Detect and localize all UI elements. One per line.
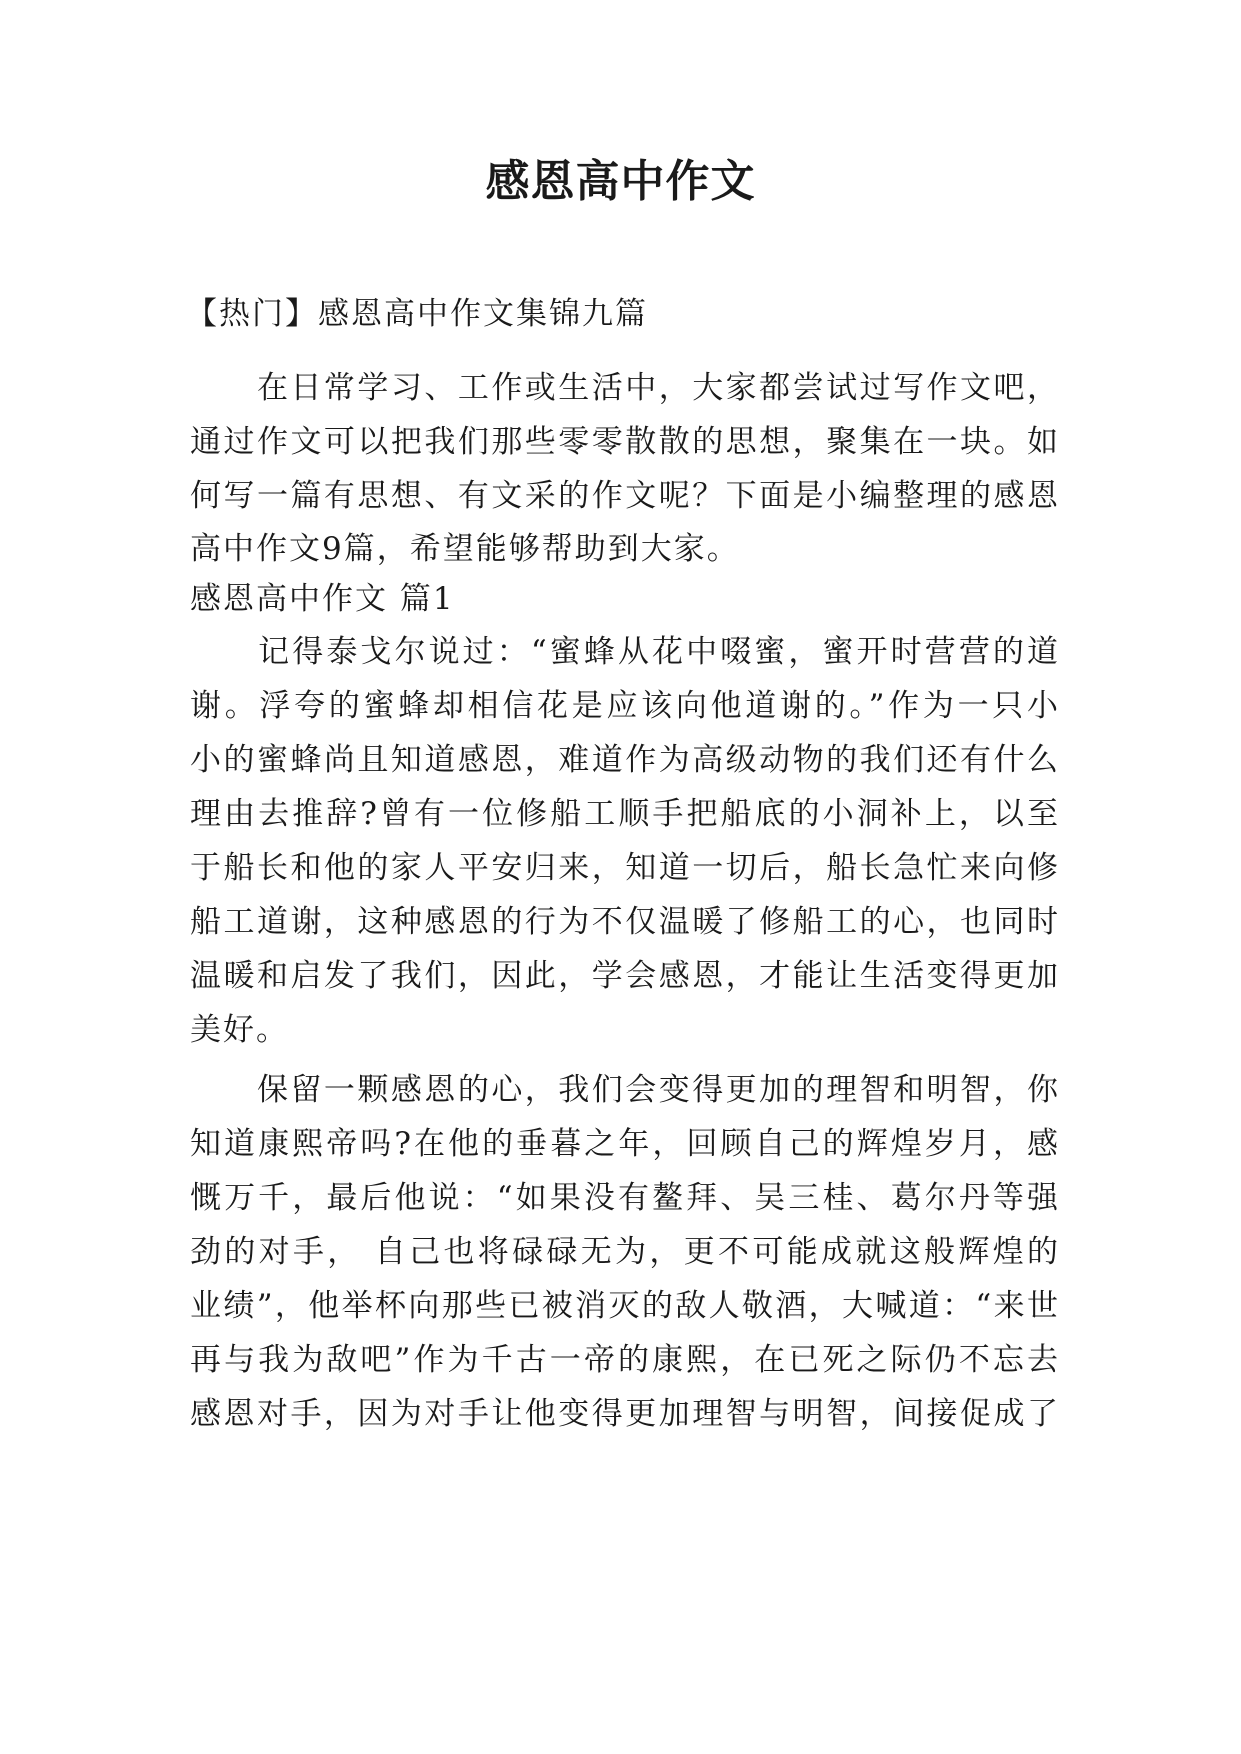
body-line: 劲的对手， 自己也将碌碌无为，更不可能成就这般辉煌的	[190, 1234, 1058, 1270]
body-line: 温暖和启发了我们，因此，学会感恩，才能让生活变得更加	[190, 958, 1058, 994]
body-line: 通过作文可以把我们那些零零散散的思想，聚集在一块。如	[190, 424, 1058, 460]
body-line: 在日常学习、工作或生活中，大家都尝试过写作文吧，	[190, 370, 1058, 406]
body-line: 知道康熙帝吗?在他的垂暮之年，回顾自己的辉煌岁月，感	[190, 1126, 1058, 1162]
body-line: 高中作文9篇，希望能够帮助到大家。	[190, 531, 740, 567]
page-title: 感恩高中作文	[485, 156, 756, 207]
body-line: 美好。	[190, 1012, 289, 1048]
body-line: 船工道谢，这种感恩的行为不仅温暖了修船工的心，也同时	[190, 904, 1058, 940]
body-line: 感恩对手，因为对手让他变得更加理智与明智，间接促成了	[190, 1396, 1058, 1432]
body-line: 再与我为敌吧”作为千古一帝的康熙，在已死之际仍不忘去	[190, 1342, 1058, 1378]
body-line: 何写一篇有思想、有文采的作文呢？下面是小编整理的感恩	[190, 478, 1058, 514]
document-subtitle: 【热门】感恩高中作文集锦九篇	[186, 296, 648, 332]
body-line: 保留一颗感恩的心，我们会变得更加的理智和明智，你	[190, 1072, 1058, 1108]
body-line: 小的蜜蜂尚且知道感恩，难道作为高级动物的我们还有什么	[190, 742, 1058, 778]
body-line: 于船长和他的家人平安归来，知道一切后，船长急忙来向修	[190, 850, 1058, 886]
body-line: 谢。浮夸的蜜蜂却相信花是应该向他道谢的。”作为一只小	[190, 688, 1058, 724]
body-line: 理由去推辞?曾有一位修船工顺手把船底的小洞补上，以至	[190, 796, 1058, 832]
section-heading: 感恩高中作文 篇1	[190, 581, 455, 617]
body-line: 慨万千，最后他说：“如果没有鳌拜、吴三桂、葛尔丹等强	[190, 1180, 1058, 1216]
body-line: 业绩”，他举杯向那些已被消灭的敌人敬酒，大喊道：“来世	[190, 1288, 1058, 1324]
body-line: 记得泰戈尔说过：“蜜蜂从花中啜蜜，蜜开时营营的道	[190, 634, 1058, 670]
